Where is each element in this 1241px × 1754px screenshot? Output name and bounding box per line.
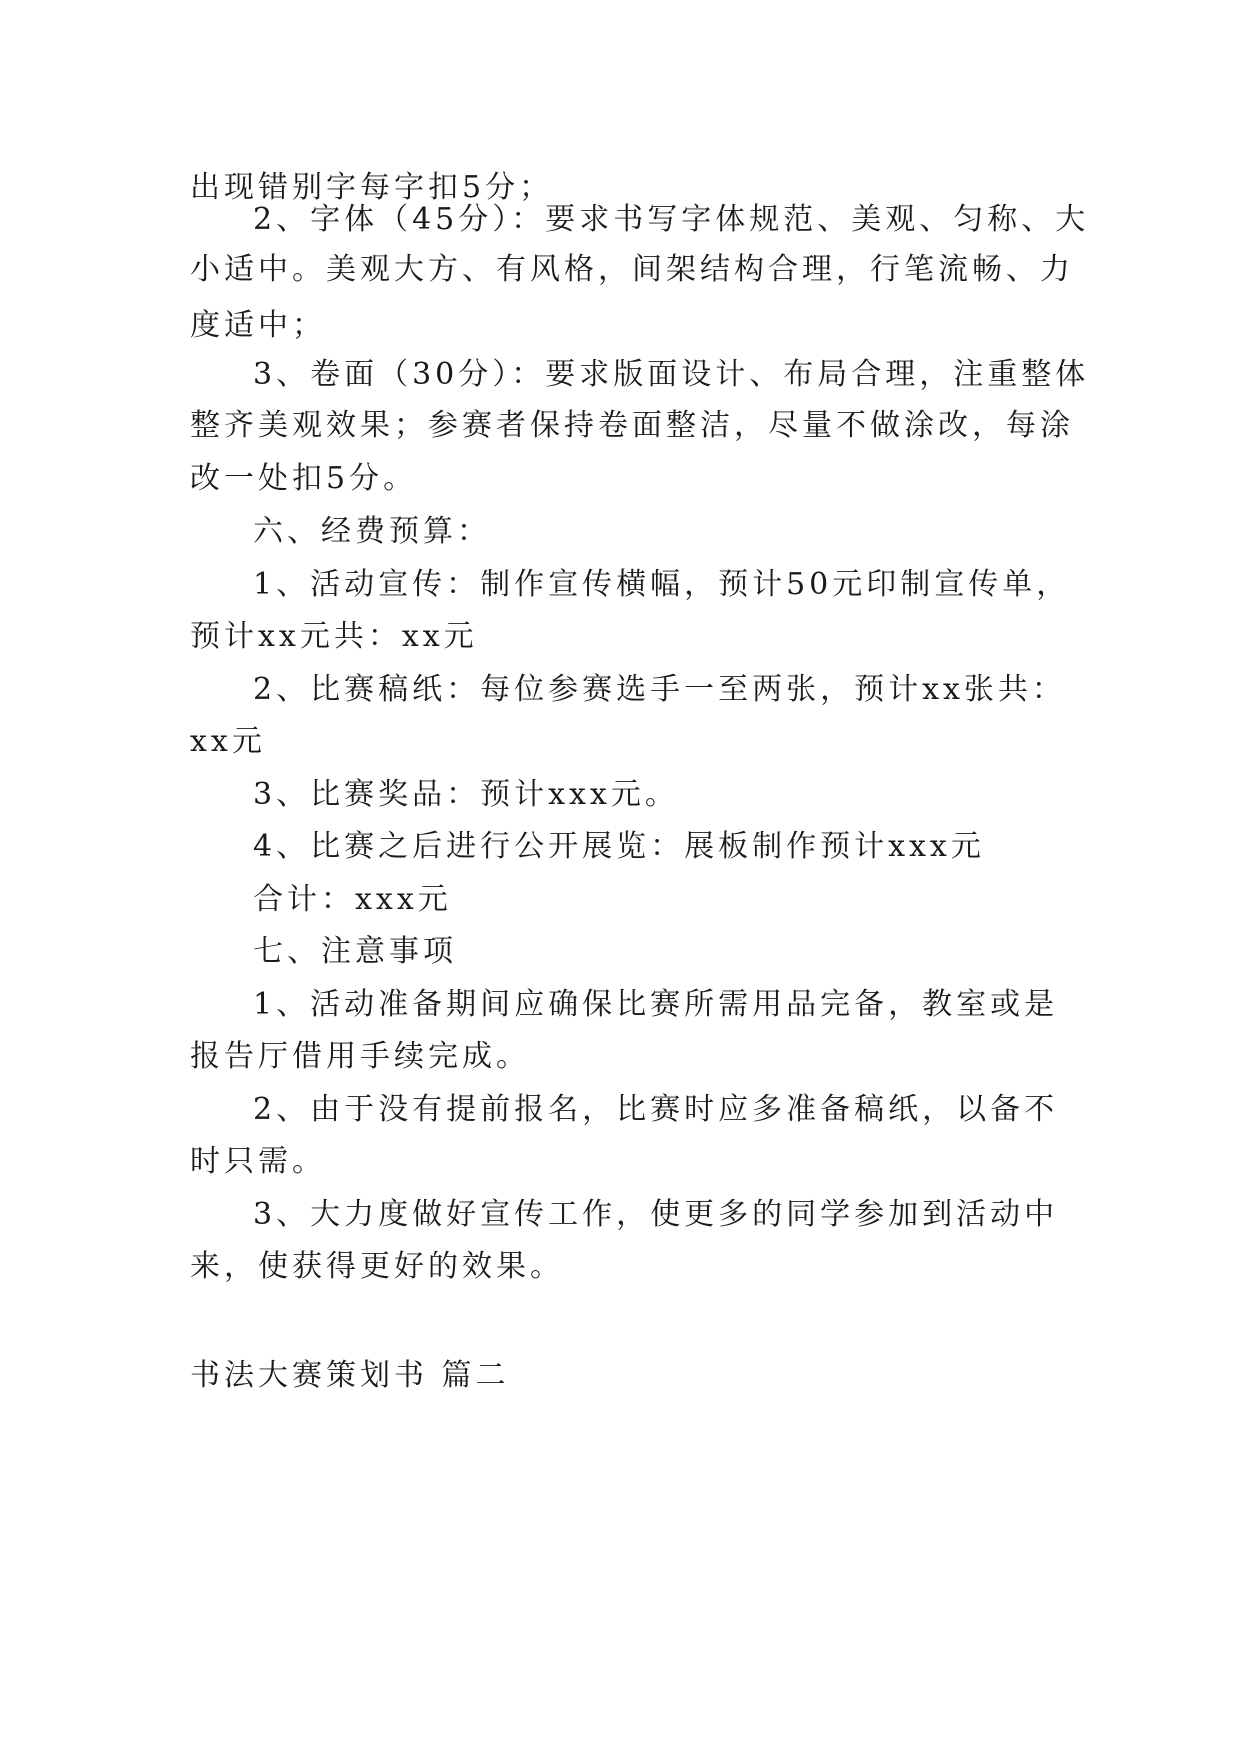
text-line: 2、字体（45分）：要求书写字体规范、美观、匀称、大: [253, 202, 1090, 237]
text-line: 3、比赛奖品：预计xxx元。: [253, 777, 679, 812]
text-line: 时只需。: [190, 1144, 326, 1179]
text-line: 改一处扣5分。: [190, 461, 418, 496]
section-heading: 七、注意事项: [253, 934, 457, 969]
text-line: 3、大力度做好宣传工作，使更多的同学参加到活动中: [253, 1197, 1059, 1232]
section-heading: 六、经费预算：: [253, 514, 491, 549]
text-line: 合计：xxx元: [253, 882, 452, 917]
text-line: 报告厅借用手续完成。: [190, 1039, 530, 1074]
text-line: 度适中；: [190, 308, 326, 343]
text-line: xx元: [190, 724, 266, 759]
text-line: 小适中。美观大方、有风格，间架结构合理，行笔流畅、力: [190, 252, 1074, 287]
text-line: 出现错别字每字扣5分；: [190, 170, 554, 205]
text-line: 2、由于没有提前报名，比赛时应多准备稿纸，以备不: [253, 1092, 1059, 1127]
text-line: 整齐美观效果；参赛者保持卷面整洁，尽量不做涂改，每涂: [190, 408, 1074, 443]
text-line: 4、比赛之后进行公开展览：展板制作预计xxx元: [253, 829, 985, 864]
section-title: 书法大赛策划书 篇二: [190, 1358, 510, 1393]
text-line: 预计xx元共：xx元: [190, 619, 478, 654]
text-line: 3、卷面（30分）：要求版面设计、布局合理，注重整体: [253, 357, 1090, 392]
text-line: 1、活动宣传：制作宣传横幅，预计50元印制宣传单，: [253, 567, 1071, 602]
text-line: 1、活动准备期间应确保比赛所需用品完备，教室或是: [253, 987, 1059, 1022]
text-line: 来，使获得更好的效果。: [190, 1249, 564, 1284]
text-line: 2、比赛稿纸：每位参赛选手一至两张，预计xx张共：: [253, 672, 1066, 707]
